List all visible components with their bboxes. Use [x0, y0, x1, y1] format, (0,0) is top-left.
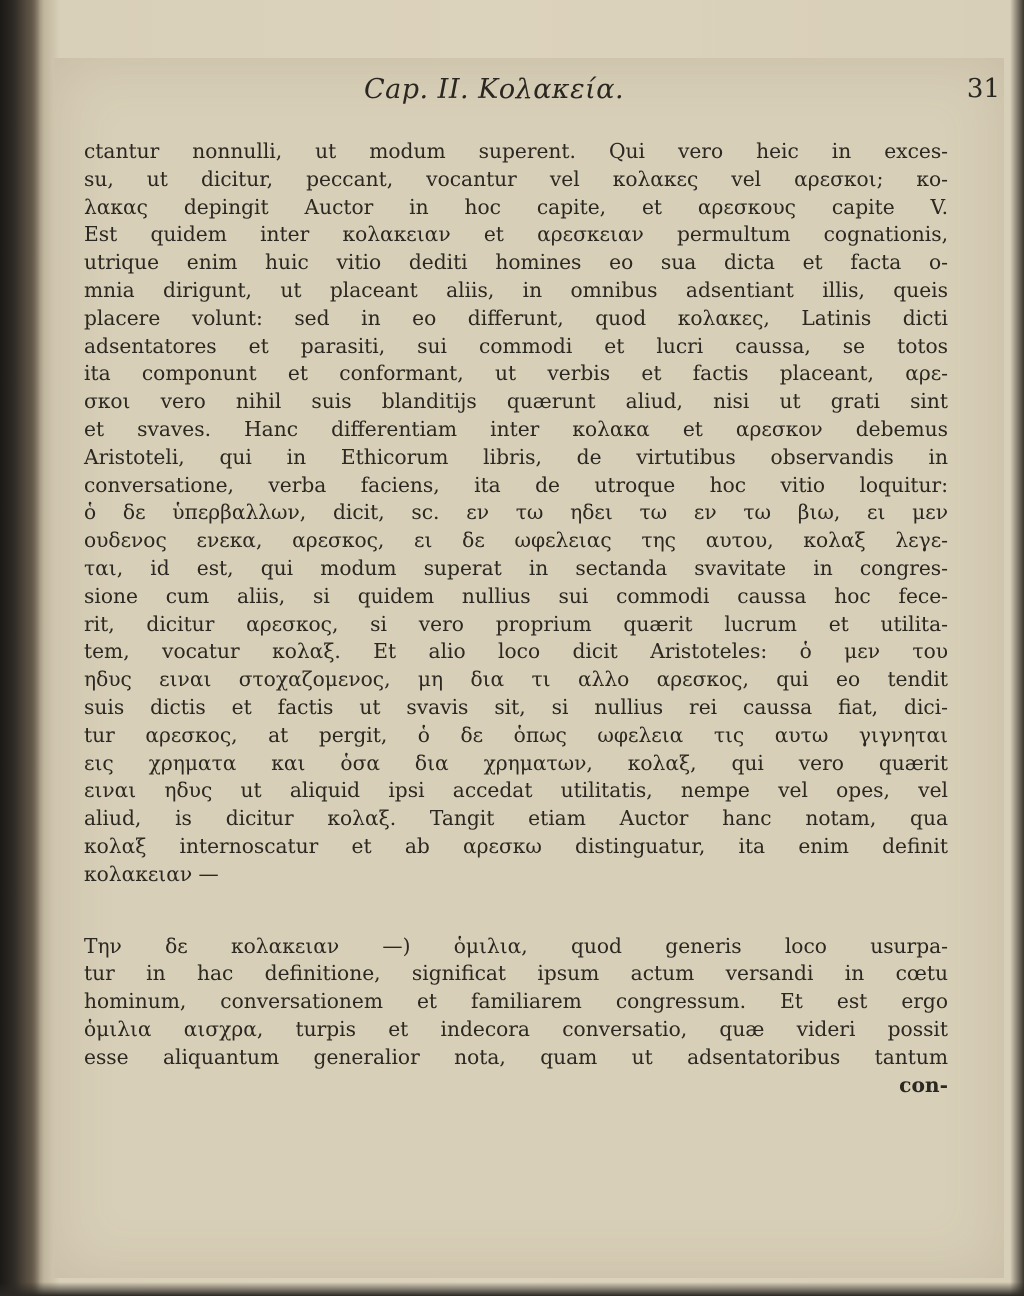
text-line: hominum, conversationem et familiarem congressum. Et est ergo [84, 989, 948, 1014]
text-line: ηδυς ειναι στοχαζομενος, μη δια τι αλλο αρεσκος, qui eo tendit [84, 667, 948, 692]
text-line: κολακειαν — [84, 861, 219, 886]
text-line: suis dictis et factis ut svavis sit, si nullius rei caussa fiat, dici- [84, 694, 948, 719]
text-line: ται, id est, qui modum superat in sectanda svavitate in congres- [84, 555, 948, 580]
text-line: Την δε κολακειαν —) ὁμιλια, quod generis loco usurpa- [84, 933, 948, 958]
text-line: tur in hac definitione, significat ipsum actum versandi in cœtu [84, 961, 948, 986]
running-head: Cap. II. Κολακεία. [363, 74, 625, 105]
text-line: ita componunt et conformant, ut verbis et factis placeant, αρε- [84, 361, 948, 386]
text-line: σκοι vero nihil suis blanditijs quærunt aliud, nisi ut grati sint [84, 389, 948, 414]
paragraph-gap [84, 889, 948, 933]
text-line: tem, vocatur κολαξ. Et alio loco dicit Aristoteles: ὁ μεν του [84, 639, 948, 664]
text-line: conversatione, verba faciens, ita de utroque hoc vitio loquitur: [84, 472, 948, 497]
text-line: placere volunt: sed in eo differunt, quod κολακες, Latinis dicti [84, 305, 948, 330]
text-line: Aristoteli, qui in Ethicorum libris, de virtutibus observandis in [84, 444, 948, 469]
text-line: ουδενος ενεκα, αρεσκος, ει δε ωφελειας της αυτου, κολαξ λεγε- [84, 528, 948, 553]
text-line: Est quidem inter κολακειαν et αρεσκειαν permultum cognationis, [84, 222, 948, 247]
text-line: λακας depingit Auctor in hoc capite, et αρεσκους capite V. [84, 194, 948, 219]
page-sheet [54, 58, 1004, 1278]
paragraph-1 [84, 138, 948, 889]
text-line: utrique enim huic vitio dediti homines eo sua dicta et facta o- [84, 250, 948, 275]
text-line: ὁμιλια αισχρα, turpis et indecora conversatio, quæ videri possit [84, 1016, 948, 1041]
text-line: rit, dicitur αρεσκος, si vero proprium quærit lucrum et utilita- [84, 611, 948, 636]
text-line: aliud, is dicitur κολαξ. Tangit etiam Auctor hanc notam, qua [84, 806, 948, 831]
page-bottom-edge [0, 1282, 1024, 1296]
catchword: con- [899, 1072, 948, 1097]
text-line: ctantur nonnulli, ut modum superent. Qui vero heic in exces- [84, 139, 948, 163]
page-number: 31 [966, 74, 1000, 104]
text-line: ὁ δε ὑπερβαλλων, dicit, sc. εν τω ηδει τω εν τω βιω, ει μεν [84, 500, 948, 525]
text-line: κολαξ internoscatur et ab αρεσκω distinguatur, ita enim definit [84, 833, 948, 858]
text-line: mnia dirigunt, ut placeant aliis, in omnibus adsentiant illis, queis [84, 277, 948, 302]
book-spine-shadow [0, 0, 40, 1296]
body-text [84, 138, 948, 1099]
text-line: tur αρεσκος, at pergit, ὁ δε ὁπως ωφελεια τις αυτω γιγνηται [84, 722, 948, 747]
text-line: su, ut dicitur, peccant, vocantur vel κολακες vel αρεσκοι; κο- [84, 166, 948, 191]
text-line: adsentatores et parasiti, sui commodi et lucri caussa, se totos [84, 333, 948, 358]
text-line: εις χρηματα και ὁσα δια χρηματων, κολαξ, qui vero quærit [84, 750, 948, 775]
paragraph-2 [84, 933, 948, 1072]
text-line: ειναι ηδυς ut aliquid ipsi accedat utilitatis, nempe vel opes, vel [84, 778, 948, 803]
text-line: esse aliquantum generalior nota, quam ut adsentatoribus tantum [84, 1044, 948, 1069]
page-header [54, 74, 1004, 114]
text-line: sione cum aliis, si quidem nullius sui commodi caussa hoc fece- [84, 583, 948, 608]
text-line: et svaves. Hanc differentiam inter κολακα et αρεσκον debemus [84, 416, 948, 441]
